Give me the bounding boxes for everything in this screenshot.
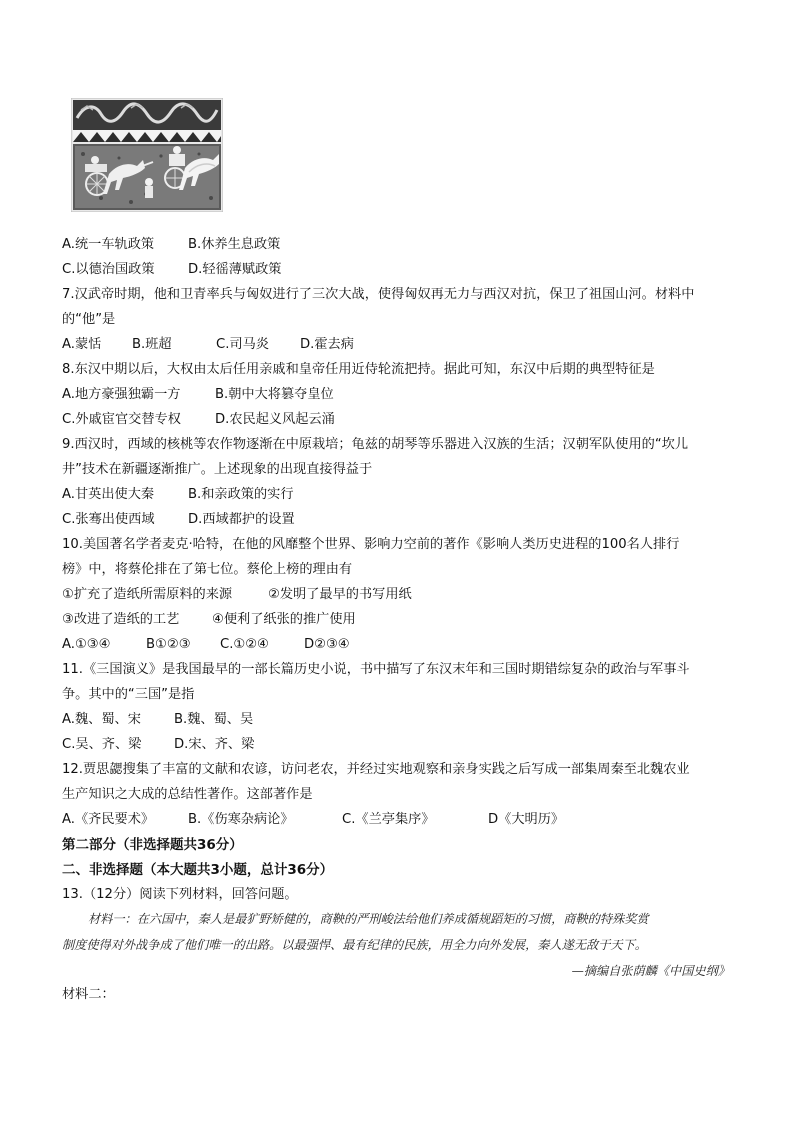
q9-option-d[interactable]: D.西域都护的设置 (188, 512, 295, 527)
q10-item-3: ③改进了造纸的工艺 (62, 612, 180, 627)
material1-line2: 制度使得对外战争成了他们唯一的出路。以最强悍、最有纪律的民族，用全力向外发展，秦人遂无敌于天下。 (62, 938, 647, 952)
q7-option-b[interactable]: B.班超 (132, 337, 172, 352)
q6-options-row1 (62, 236, 280, 254)
q11-stem-line1: 11.《三国演义》是我国最早的一部长篇历史小说，书中描写了东汉末年和三国时期错综复杂的政治与军事斗 (62, 662, 690, 677)
q10-option-c[interactable]: C.①②④ (220, 637, 269, 652)
part2-heading: 第二部分（非选择题共36分） (62, 837, 243, 853)
q9-option-b[interactable]: B.和亲政策的实行 (188, 487, 294, 502)
q13-stem: 13.（12分）阅读下列材料，回答问题。 (62, 887, 298, 902)
q12-option-b[interactable]: B.《伤寒杂病论》 (188, 812, 294, 827)
q8-option-b[interactable]: B.朝中大将篡夺皇位 (215, 387, 334, 402)
q12-stem-line1: 12.贾思勰搜集了丰富的文献和农谚，访问老农，并经过实地观察和亲身实践之后写成一部集周秦至北魏农业 (62, 762, 690, 777)
q12-option-a[interactable]: A.《齐民要术》 (62, 812, 155, 827)
q10-option-a[interactable]: A.①③④ (62, 637, 111, 652)
q10-option-b[interactable]: B①②③ (146, 637, 191, 652)
q12-stem-line2: 生产知识之大成的总结性著作。这部著作是 (62, 787, 313, 802)
q7-stem-line2: 的“他”是 (62, 312, 116, 327)
q10-stem-line2: 榜》中，将蔡伦排在了第七位。蔡伦上榜的理由有 (62, 562, 353, 577)
q12-option-c[interactable]: C.《兰亭集序》 (342, 812, 435, 827)
q6-option-c[interactable]: C.以德治国政策 (62, 262, 155, 277)
chariot-relief-icon (71, 98, 223, 212)
q6-options-row2 (62, 261, 281, 279)
material1-line1: 材料一：在六国中，秦人是最犷野矫健的，商鞅的严刑峻法给他们养成循规蹈矩的习惯，商鞅的特殊奖赏 (88, 912, 649, 926)
q12-option-d[interactable]: D《大明历》 (488, 812, 565, 827)
q11-options-row1 (62, 711, 253, 729)
q10-items-row1 (62, 586, 412, 604)
q8-option-c[interactable]: C.外戚宦官交替专权 (62, 412, 181, 427)
q8-option-d[interactable]: D.农民起义风起云涌 (215, 412, 335, 427)
material1-source: —摘编自张荫麟《中国史纲》 (571, 964, 730, 978)
q6-option-a[interactable]: A.统一车轨政策 (62, 237, 155, 252)
q10-options (62, 636, 350, 654)
q11-option-b[interactable]: B.魏、蜀、吴 (174, 712, 254, 727)
q13-material1 (62, 906, 734, 958)
q7-option-a[interactable]: A.蒙恬 (62, 337, 102, 352)
q8-stem: 8.东汉中期以后，大权由太后任用亲戚和皇帝任用近侍轮流把持。据此可知，东汉中后期的典型特征是 (62, 362, 655, 377)
q7-option-c[interactable]: C.司马炎 (216, 337, 269, 352)
q7-options (62, 336, 354, 354)
q6-option-b[interactable]: B.休养生息政策 (188, 237, 281, 252)
q10-items-row2 (62, 611, 356, 629)
q11-option-c[interactable]: C.吴、齐、梁 (62, 737, 142, 752)
q9-stem-line1: 9.西汉时，西域的核桃等农作物逐渐在中原栽培；龟兹的胡琴等乐器进入汉族的生活；汉朝军队使用的“坎儿 (62, 437, 689, 452)
q9-option-c[interactable]: C.张骞出使西域 (62, 512, 155, 527)
q11-options-row2 (62, 736, 254, 754)
q7-stem-line1: 7.汉武帝时期，他和卫青率兵与匈奴进行了三次大战，使得匈奴再无力与西汉对抗，保卫了祖国山河。材料中 (62, 287, 695, 302)
q11-option-a[interactable]: A.魏、蜀、宋 (62, 712, 141, 727)
q13-material2-label: 材料二： (62, 987, 115, 1002)
q10-item-2: ②发明了最早的书写用纸 (268, 587, 412, 602)
han-relief-image (71, 98, 223, 212)
q8-options-row2 (62, 411, 335, 429)
q11-stem-line2: 争。其中的“三国”是指 (62, 687, 195, 702)
q9-stem-line2: 井”技术在新疆逐渐推广。上述现象的出现直接得益于 (62, 462, 373, 477)
q10-item-1: ①扩充了造纸所需原料的来源 (62, 587, 233, 602)
section2-heading: 二、非选择题（本大题共3小题，总计36分） (62, 862, 334, 878)
q7-option-d[interactable]: D.霍去病 (300, 337, 354, 352)
q11-option-d[interactable]: D.宋、齐、梁 (174, 737, 255, 752)
q8-option-a[interactable]: A.地方豪强独霸一方 (62, 387, 181, 402)
q10-stem-line1: 10.美国著名学者麦克·哈特，在他的风靡整个世界、影响力空前的著作《影响人类历史进程的100名人排行 (62, 537, 680, 552)
q8-options-row1 (62, 386, 334, 404)
q10-option-d[interactable]: D②③④ (304, 637, 350, 652)
q9-option-a[interactable]: A.甘英出使大秦 (62, 487, 155, 502)
q6-option-d[interactable]: D.轻徭薄赋政策 (188, 262, 282, 277)
q12-options (62, 811, 564, 829)
q10-item-4: ④便利了纸张的推广使用 (212, 612, 356, 627)
q9-options-row1 (62, 486, 294, 504)
q9-options-row2 (62, 511, 295, 529)
